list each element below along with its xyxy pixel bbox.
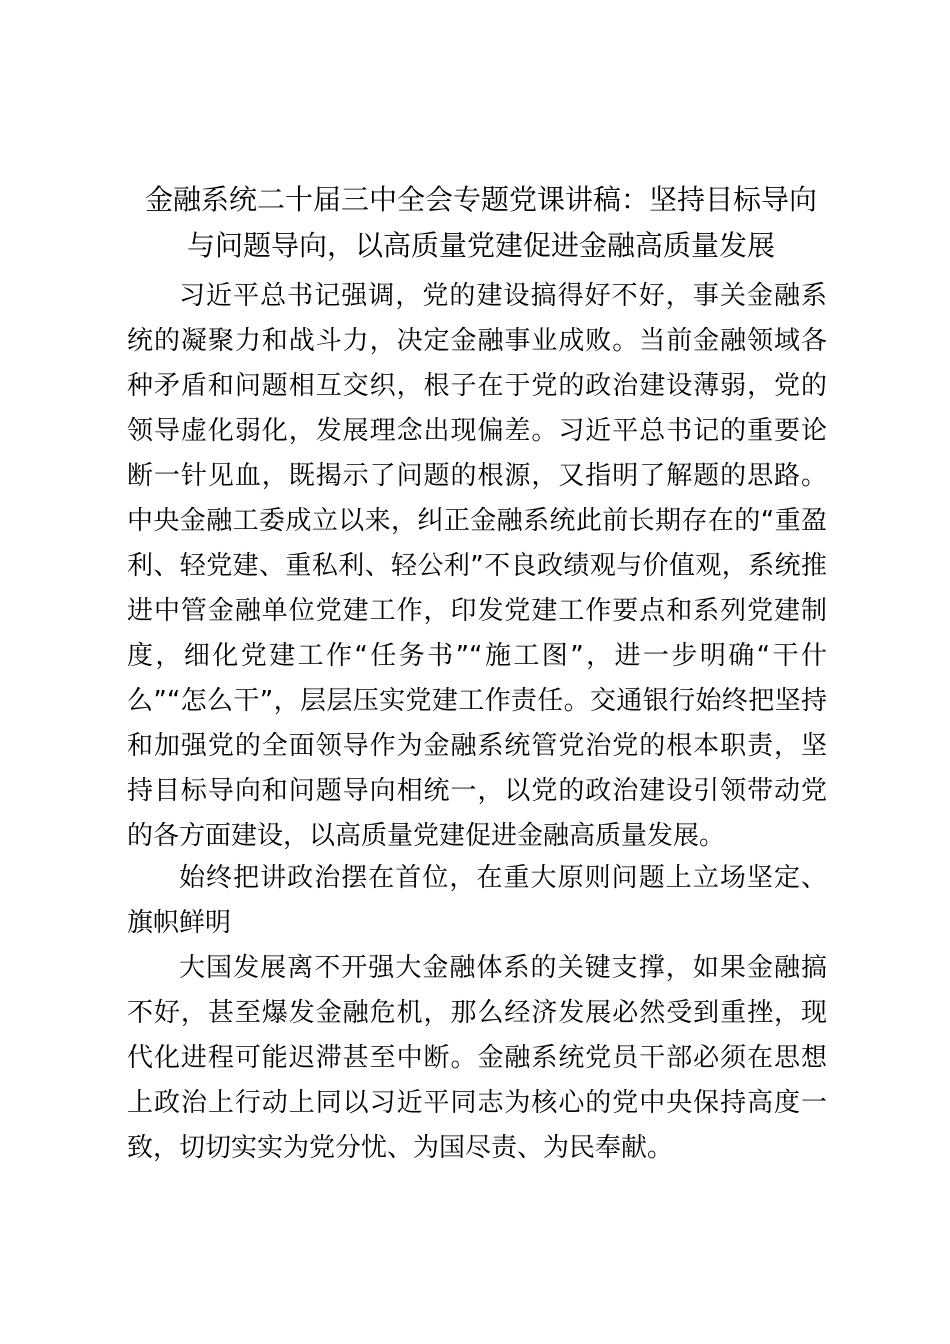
paragraph-body: 大国发展离不开强大金融体系的关键支撑，如果金融搞不好，甚至爆发金融危机，那么经济发展必然受到重挫，现代化进程可能迟滞甚至中断。金融系统党员干部必须在思想上政治上行动上同以习近平同志为核心的党中央保持高度一致，切切实实为党分忧、为国尽责、为民奉献。 xyxy=(127,953,827,1163)
document-title-line-2: 与问题导向，以高质量党建促进金融高质量发展 xyxy=(186,229,775,262)
section-heading: 始终把讲政治摆在首位，在重大原则问题上立场坚定、旗帜鲜明 xyxy=(127,863,827,938)
document-title-line-1: 金融系统二十届三中全会专题党课讲稿：坚持目标导向 xyxy=(144,183,817,216)
paragraph-intro: 习近平总书记强调，党的建设搞得好不好，事关金融系统的凝聚力和战斗力，决定金融事业成败。当前金融领域各种矛盾和问题相互交织，根子在于党的政治建设薄弱，党的领导虚化弱化，发展理念出现偏差。习近平总书记的重要论断一针见血，既揭示了问题的根源，又指明了解题的思路。中央金融工委成立以来，纠正金融系统此前长期存在的“重盈利、轻党建、重私利、轻公利”不良政绩观与价值观，系统推进中管金融单位党建工作，印发党建工作要点和系列党建制度，细化党建工作“任务书”“施工图”，进一步明确“干什么”“怎么干”，层层压实党建工作责任。交通银行始终把坚持和加强党的全面领导作为金融系统管党治党的根本职责，坚持目标导向和问题导向相统一，以党的政治建设引领带动党的各方面建设，以高质量党建促进金融高质量发展。 xyxy=(127,281,827,851)
